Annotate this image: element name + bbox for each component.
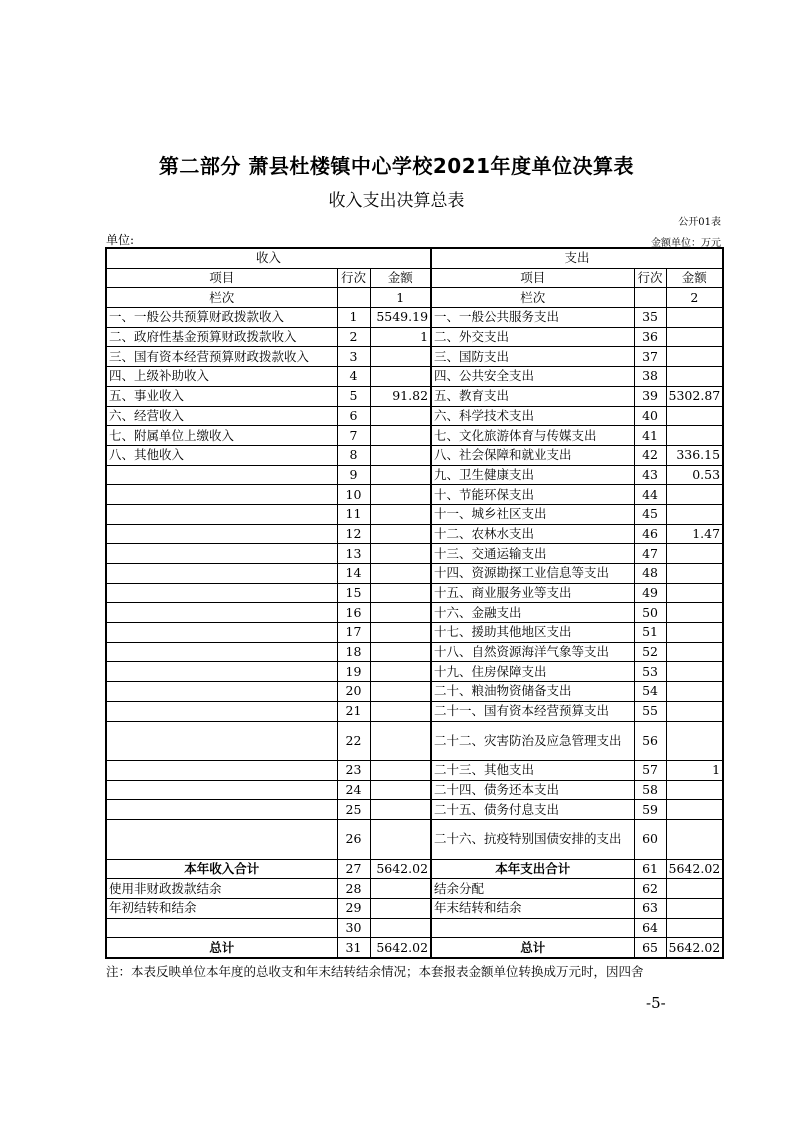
expense-col-label: 栏次 xyxy=(431,288,634,308)
income-line-no-cell: 3 xyxy=(337,347,370,367)
expense-item-cell: 六、科学技术支出 xyxy=(431,406,634,426)
expense-item-cell: 五、教育支出 xyxy=(431,386,634,406)
income-col-blank xyxy=(337,288,370,308)
income-amount-cell xyxy=(370,367,431,387)
footnote: 注：本表反映单位本年度的总收支和年末结转结余情况；本套报表金额单位转换成万元时，因四舍 xyxy=(106,964,644,979)
income-amount-cell xyxy=(370,780,431,800)
table-row xyxy=(106,761,723,781)
expense-line-no-cell: 53 xyxy=(634,662,666,682)
expense-item-cell: 二十五、债务付息支出 xyxy=(431,800,634,820)
income-item-cell xyxy=(106,603,337,623)
income-item-cell: 使用非财政拨款结余 xyxy=(106,879,337,899)
income-line-no-cell: 18 xyxy=(337,642,370,662)
income-line-no-cell: 29 xyxy=(337,898,370,918)
expense-amount-cell xyxy=(666,583,723,603)
income-item-cell: 二、政府性基金预算财政拨款收入 xyxy=(106,327,337,347)
expense-line-no-cell: 36 xyxy=(634,327,666,347)
expense-amount-cell: 336.15 xyxy=(666,445,723,465)
expense-item-cell xyxy=(431,918,634,938)
income-item-cell xyxy=(106,800,337,820)
expense-amount-cell xyxy=(666,682,723,702)
income-item-cell xyxy=(106,564,337,584)
expense-item-cell: 三、国防支出 xyxy=(431,347,634,367)
table-row xyxy=(106,564,723,584)
table-row xyxy=(106,642,723,662)
table-row xyxy=(106,859,723,879)
table-row xyxy=(106,721,723,761)
expense-amount-cell xyxy=(666,406,723,426)
table-row xyxy=(106,445,723,465)
expense-amount-cell xyxy=(666,898,723,918)
income-amount-cell xyxy=(370,879,431,899)
income-line-no-cell: 4 xyxy=(337,367,370,387)
income-item-cell: 四、上级补助收入 xyxy=(106,367,337,387)
expense-item-cell: 二、外交支出 xyxy=(431,327,634,347)
expense-line-no-cell: 44 xyxy=(634,485,666,505)
page-number: -5- xyxy=(646,994,666,1012)
income-amount-cell xyxy=(370,544,431,564)
income-item-cell: 七、附属单位上缴收入 xyxy=(106,426,337,446)
expense-item-cell: 十五、商业服务业等支出 xyxy=(431,583,634,603)
income-amount-cell xyxy=(370,603,431,623)
expense-amount-cell xyxy=(666,721,723,761)
table-row xyxy=(106,347,723,367)
expense-amount-cell: 1 xyxy=(666,761,723,781)
income-item-cell xyxy=(106,623,337,643)
table-subtitle: 收入支出决算总表 xyxy=(328,191,465,211)
income-line-no-header: 行次 xyxy=(337,268,370,288)
income-line-no-cell: 26 xyxy=(337,820,370,860)
expense-item-cell: 一、一般公共服务支出 xyxy=(431,308,634,328)
income-line-no-cell: 15 xyxy=(337,583,370,603)
income-line-no-cell: 24 xyxy=(337,780,370,800)
income-line-no-cell: 9 xyxy=(337,465,370,485)
table-row xyxy=(106,426,723,446)
income-item-cell xyxy=(106,918,337,938)
table-row xyxy=(106,701,723,721)
expense-line-no-header: 行次 xyxy=(634,268,666,288)
income-item-cell xyxy=(106,544,337,564)
income-line-no-cell: 11 xyxy=(337,504,370,524)
income-line-no-cell: 17 xyxy=(337,623,370,643)
expense-line-no-cell: 63 xyxy=(634,898,666,918)
income-amount-cell xyxy=(370,682,431,702)
expense-amount-cell xyxy=(666,347,723,367)
expense-line-no-cell: 64 xyxy=(634,918,666,938)
income-line-no-cell: 10 xyxy=(337,485,370,505)
income-amount-cell xyxy=(370,564,431,584)
expense-amount-cell xyxy=(666,623,723,643)
expense-item-cell: 结余分配 xyxy=(431,879,634,899)
income-line-no-cell: 20 xyxy=(337,682,370,702)
income-amount-cell: 1 xyxy=(370,327,431,347)
income-amount-cell: 5549.19 xyxy=(370,308,431,328)
expense-amount-cell: 1.47 xyxy=(666,524,723,544)
expense-line-no-cell: 41 xyxy=(634,426,666,446)
expense-item-cell: 十九、住房保障支出 xyxy=(431,662,634,682)
income-line-no-cell: 30 xyxy=(337,918,370,938)
expense-amount-cell xyxy=(666,367,723,387)
table-row xyxy=(106,682,723,702)
expense-amount-cell: 0.53 xyxy=(666,465,723,485)
expense-amount-cell xyxy=(666,780,723,800)
income-item-cell xyxy=(106,780,337,800)
expense-amount-header: 金额 xyxy=(666,268,723,288)
income-amount-cell xyxy=(370,701,431,721)
expense-item-cell: 二十四、债务还本支出 xyxy=(431,780,634,800)
expense-section-header: 支出 xyxy=(431,248,723,268)
income-amount-cell xyxy=(370,485,431,505)
income-line-no-cell: 12 xyxy=(337,524,370,544)
income-item-cell xyxy=(106,583,337,603)
income-amount-cell xyxy=(370,721,431,761)
expense-line-no-cell: 60 xyxy=(634,820,666,860)
expense-amount-cell xyxy=(666,308,723,328)
expense-amount-cell xyxy=(666,800,723,820)
income-line-no-cell: 19 xyxy=(337,662,370,682)
income-item-cell: 六、经营收入 xyxy=(106,406,337,426)
income-amount-header: 金额 xyxy=(370,268,431,288)
expense-line-no-cell: 57 xyxy=(634,761,666,781)
expense-line-no-cell: 46 xyxy=(634,524,666,544)
table-row xyxy=(106,800,723,820)
income-amount-cell xyxy=(370,898,431,918)
table-row xyxy=(106,662,723,682)
table-row xyxy=(106,879,723,899)
expense-item-cell: 本年支出合计 xyxy=(431,859,634,879)
expense-line-no-cell: 65 xyxy=(634,938,666,958)
expense-amount-cell: 5642.02 xyxy=(666,938,723,958)
expense-line-no-cell: 47 xyxy=(634,544,666,564)
income-item-cell xyxy=(106,524,337,544)
expense-line-no-cell: 37 xyxy=(634,347,666,367)
expense-amount-cell xyxy=(666,485,723,505)
income-item-cell xyxy=(106,485,337,505)
income-line-no-cell: 13 xyxy=(337,544,370,564)
expense-line-no-cell: 52 xyxy=(634,642,666,662)
expense-line-no-cell: 55 xyxy=(634,701,666,721)
expense-item-cell: 十六、金融支出 xyxy=(431,603,634,623)
expense-item-cell: 总计 xyxy=(431,938,634,958)
income-item-cell: 一、一般公共预算财政拨款收入 xyxy=(106,308,337,328)
income-line-no-cell: 28 xyxy=(337,879,370,899)
income-item-cell: 八、其他收入 xyxy=(106,445,337,465)
expense-line-no-cell: 59 xyxy=(634,800,666,820)
income-line-no-cell: 6 xyxy=(337,406,370,426)
expense-item-cell: 二十六、抗疫特别国债安排的支出 xyxy=(431,820,634,860)
income-amount-cell xyxy=(370,918,431,938)
expense-item-cell: 十一、城乡社区支出 xyxy=(431,504,634,524)
income-amount-cell: 91.82 xyxy=(370,386,431,406)
income-item-cell xyxy=(106,701,337,721)
expense-item-cell: 十、节能环保支出 xyxy=(431,485,634,505)
expense-amount-cell xyxy=(666,662,723,682)
table-row xyxy=(106,406,723,426)
income-line-no-cell: 25 xyxy=(337,800,370,820)
income-amount-cell xyxy=(370,426,431,446)
table-row xyxy=(106,918,723,938)
table-row xyxy=(106,327,723,347)
income-line-no-cell: 8 xyxy=(337,445,370,465)
income-line-no-cell: 27 xyxy=(337,859,370,879)
expense-line-no-cell: 62 xyxy=(634,879,666,899)
income-line-no-cell: 14 xyxy=(337,564,370,584)
income-amount-cell xyxy=(370,465,431,485)
income-item-cell xyxy=(106,721,337,761)
expense-item-header: 项目 xyxy=(431,268,634,288)
table-row xyxy=(106,898,723,918)
unit-label: 单位: xyxy=(106,233,135,247)
table-row xyxy=(106,465,723,485)
income-col-label: 栏次 xyxy=(106,288,337,308)
income-line-no-cell: 22 xyxy=(337,721,370,761)
income-item-cell xyxy=(106,682,337,702)
table-row xyxy=(106,485,723,505)
expense-amount-cell xyxy=(666,642,723,662)
table-row xyxy=(106,504,723,524)
income-line-no-cell: 5 xyxy=(337,386,370,406)
expense-line-no-cell: 39 xyxy=(634,386,666,406)
page-title: 第二部分 萧县杜楼镇中心学校2021年度单位决算表 xyxy=(158,154,635,178)
income-item-cell: 五、事业收入 xyxy=(106,386,337,406)
expense-col-number: 2 xyxy=(666,288,723,308)
income-amount-cell xyxy=(370,800,431,820)
income-item-cell xyxy=(106,504,337,524)
income-col-number: 1 xyxy=(370,288,431,308)
income-amount-cell: 5642.02 xyxy=(370,859,431,879)
income-line-no-cell: 7 xyxy=(337,426,370,446)
income-amount-cell xyxy=(370,662,431,682)
expense-item-cell: 二十一、国有资本经营预算支出 xyxy=(431,701,634,721)
income-amount-cell xyxy=(370,445,431,465)
income-amount-cell xyxy=(370,406,431,426)
income-amount-cell xyxy=(370,524,431,544)
amount-unit: 金额单位：万元 xyxy=(651,238,721,249)
table-row xyxy=(106,623,723,643)
expense-line-no-cell: 38 xyxy=(634,367,666,387)
table-row xyxy=(106,367,723,387)
expense-amount-cell: 5302.87 xyxy=(666,386,723,406)
income-item-cell xyxy=(106,642,337,662)
expense-amount-cell xyxy=(666,504,723,524)
income-expense-table xyxy=(105,247,724,959)
income-amount-cell: 5642.02 xyxy=(370,938,431,958)
income-section-header: 收入 xyxy=(106,248,431,268)
income-amount-cell xyxy=(370,820,431,860)
table-row xyxy=(106,583,723,603)
table-row xyxy=(106,544,723,564)
income-line-no-cell: 23 xyxy=(337,761,370,781)
expense-item-cell: 十七、援助其他地区支出 xyxy=(431,623,634,643)
income-item-cell: 本年收入合计 xyxy=(106,859,337,879)
expense-line-no-cell: 51 xyxy=(634,623,666,643)
table-row xyxy=(106,603,723,623)
expense-amount-cell xyxy=(666,327,723,347)
expense-amount-cell xyxy=(666,564,723,584)
table-row xyxy=(106,308,723,328)
income-line-no-cell: 1 xyxy=(337,308,370,328)
income-amount-cell xyxy=(370,761,431,781)
income-amount-cell xyxy=(370,583,431,603)
table-row xyxy=(106,780,723,800)
table-row xyxy=(106,938,723,958)
expense-line-no-cell: 49 xyxy=(634,583,666,603)
expense-amount-cell xyxy=(666,820,723,860)
expense-line-no-cell: 48 xyxy=(634,564,666,584)
expense-amount-cell xyxy=(666,544,723,564)
expense-item-cell: 七、文化旅游体育与传媒支出 xyxy=(431,426,634,446)
income-item-header: 项目 xyxy=(106,268,337,288)
expense-item-cell: 九、卫生健康支出 xyxy=(431,465,634,485)
expense-item-cell: 十三、交通运输支出 xyxy=(431,544,634,564)
expense-line-no-cell: 35 xyxy=(634,308,666,328)
expense-item-cell: 八、社会保障和就业支出 xyxy=(431,445,634,465)
table-row xyxy=(106,820,723,860)
income-line-no-cell: 21 xyxy=(337,701,370,721)
expense-amount-cell: 5642.02 xyxy=(666,859,723,879)
expense-item-cell: 二十二、灾害防治及应急管理支出 xyxy=(431,721,634,761)
income-item-cell xyxy=(106,761,337,781)
expense-line-no-cell: 56 xyxy=(634,721,666,761)
income-item-cell xyxy=(106,662,337,682)
expense-amount-cell xyxy=(666,879,723,899)
expense-item-cell: 十二、农林水支出 xyxy=(431,524,634,544)
expense-item-cell: 年末结转和结余 xyxy=(431,898,634,918)
income-line-no-cell: 16 xyxy=(337,603,370,623)
form-number: 公开01表 xyxy=(678,217,721,228)
expense-line-no-cell: 42 xyxy=(634,445,666,465)
expense-col-blank xyxy=(634,288,666,308)
income-item-cell: 三、国有资本经营预算财政拨款收入 xyxy=(106,347,337,367)
expense-item-cell: 四、公共安全支出 xyxy=(431,367,634,387)
expense-line-no-cell: 40 xyxy=(634,406,666,426)
income-item-cell: 年初结转和结余 xyxy=(106,898,337,918)
income-amount-cell xyxy=(370,504,431,524)
expense-amount-cell xyxy=(666,918,723,938)
expense-line-no-cell: 54 xyxy=(634,682,666,702)
table-row xyxy=(106,524,723,544)
expense-item-cell: 二十三、其他支出 xyxy=(431,761,634,781)
income-item-cell: 总计 xyxy=(106,938,337,958)
expense-line-no-cell: 61 xyxy=(634,859,666,879)
income-line-no-cell: 2 xyxy=(337,327,370,347)
income-amount-cell xyxy=(370,642,431,662)
expense-line-no-cell: 43 xyxy=(634,465,666,485)
expense-item-cell: 二十、粮油物资储备支出 xyxy=(431,682,634,702)
expense-amount-cell xyxy=(666,701,723,721)
income-amount-cell xyxy=(370,347,431,367)
expense-line-no-cell: 58 xyxy=(634,780,666,800)
expense-amount-cell xyxy=(666,426,723,446)
income-item-cell xyxy=(106,820,337,860)
expense-item-cell: 十四、资源勘探工业信息等支出 xyxy=(431,564,634,584)
income-item-cell xyxy=(106,465,337,485)
income-amount-cell xyxy=(370,623,431,643)
expense-line-no-cell: 45 xyxy=(634,504,666,524)
expense-item-cell: 十八、自然资源海洋气象等支出 xyxy=(431,642,634,662)
expense-line-no-cell: 50 xyxy=(634,603,666,623)
expense-amount-cell xyxy=(666,603,723,623)
income-line-no-cell: 31 xyxy=(337,938,370,958)
table-row xyxy=(106,386,723,406)
